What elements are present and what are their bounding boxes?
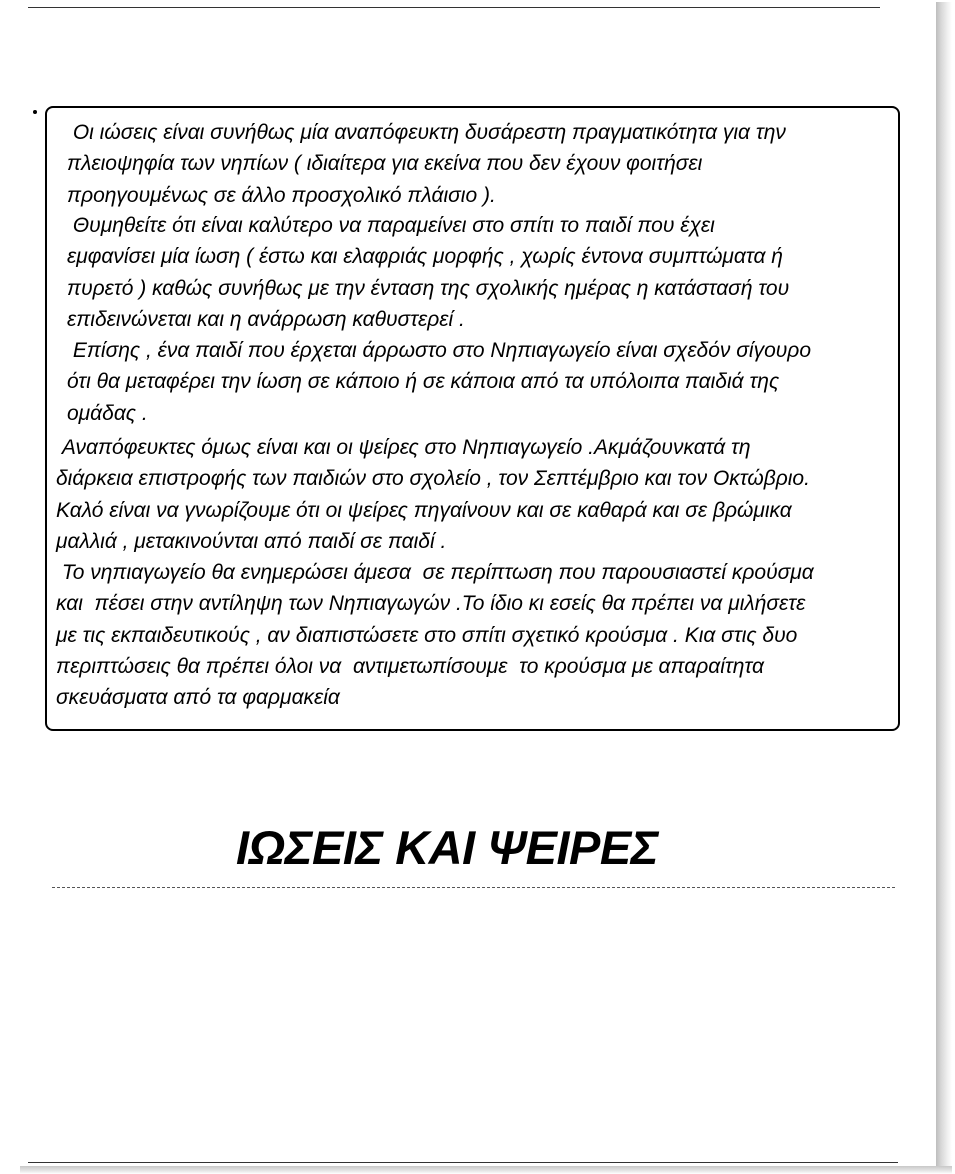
page-title: ΙΩΣΕΙΣ ΚΑΙ ΨΕΙΡΕΣ [236,821,659,874]
top-rule [28,7,880,8]
page-shadow-right [936,2,952,1172]
paragraph-lice-intro: Αναπόφευκτες όμως είναι και οι ψείρες στο Νηπιαγωγείο .Ακμάζουνκατά τη διάρκεια επιστροφής των παιδιών στο σχολείο , τον Σεπτέμβριο και τον Οκτώβριο. Καλό είναι να γνωρίζουμε ότι οι ψείρες πηγαίνουν και σε καθαρά και σε βρώμικα μαλλιά , μετακινούνται από παιδί σε παιδί . [56,436,810,553]
bottom-rule [28,1162,898,1163]
paragraph-lice-notification: Το νηπιαγωγείο θα ενημερώσει άμεσα σε περίπτωση που παρουσιαστεί κρούσμα και πέσει στην αντίληψη των Νηπιαγωγών .Το ίδιο κι εσείς θα πρέπει να μιλήσετε με τις εκπαιδευτικούς , αν διαπιστώσετε στο σπίτι σχετικό κρούσμα . Κια στις δυο περιπτώσεις θα πρέπει όλοι να αντιμετωπίσουμε το κρούσμα με απαραίτητα σκευάσματα από τα φαρμακεία [56,561,814,710]
paragraph-stay-home: Θυμηθείτε ότι είναι καλύτερο να παραμείνει στο σπίτι το παιδί που έχει εμφανίσει μία ίωση ( έστω και ελαφριάς μορφής , χωρίς έντονα συμπτώματα ή πυρετό ) καθώς συνήθως με την ένταση της σχολικής ημέρας η κατάστασή του επιδεινώνεται και η ανάρρωση καθυστερεί . [67,214,790,331]
paragraph-contagion: Επίσης , ένα παιδί που έρχεται άρρωστο στο Νηπιαγωγείο είναι σχεδόν σίγουρο ότι θα μεταφέρει την ίωση σε κάποιο ή σε κάποια από τα υπόλοιπα παιδιά της ομάδας . [67,339,812,425]
dashed-divider [52,887,895,888]
paragraph-viruses-intro: Οι ιώσεις είναι συνήθως μία αναπόφευκτη δυσάρεστη πραγματικότητα για την πλειοψηφία των νηπίων ( ιδιαίτερα για εκείνα που δεν έχουν φοιτήσει προηγουμένως σε άλλο προσχολικό πλάισιο ). [67,121,786,207]
bullet-dot [33,110,37,114]
page-shadow-bottom [20,1166,952,1174]
